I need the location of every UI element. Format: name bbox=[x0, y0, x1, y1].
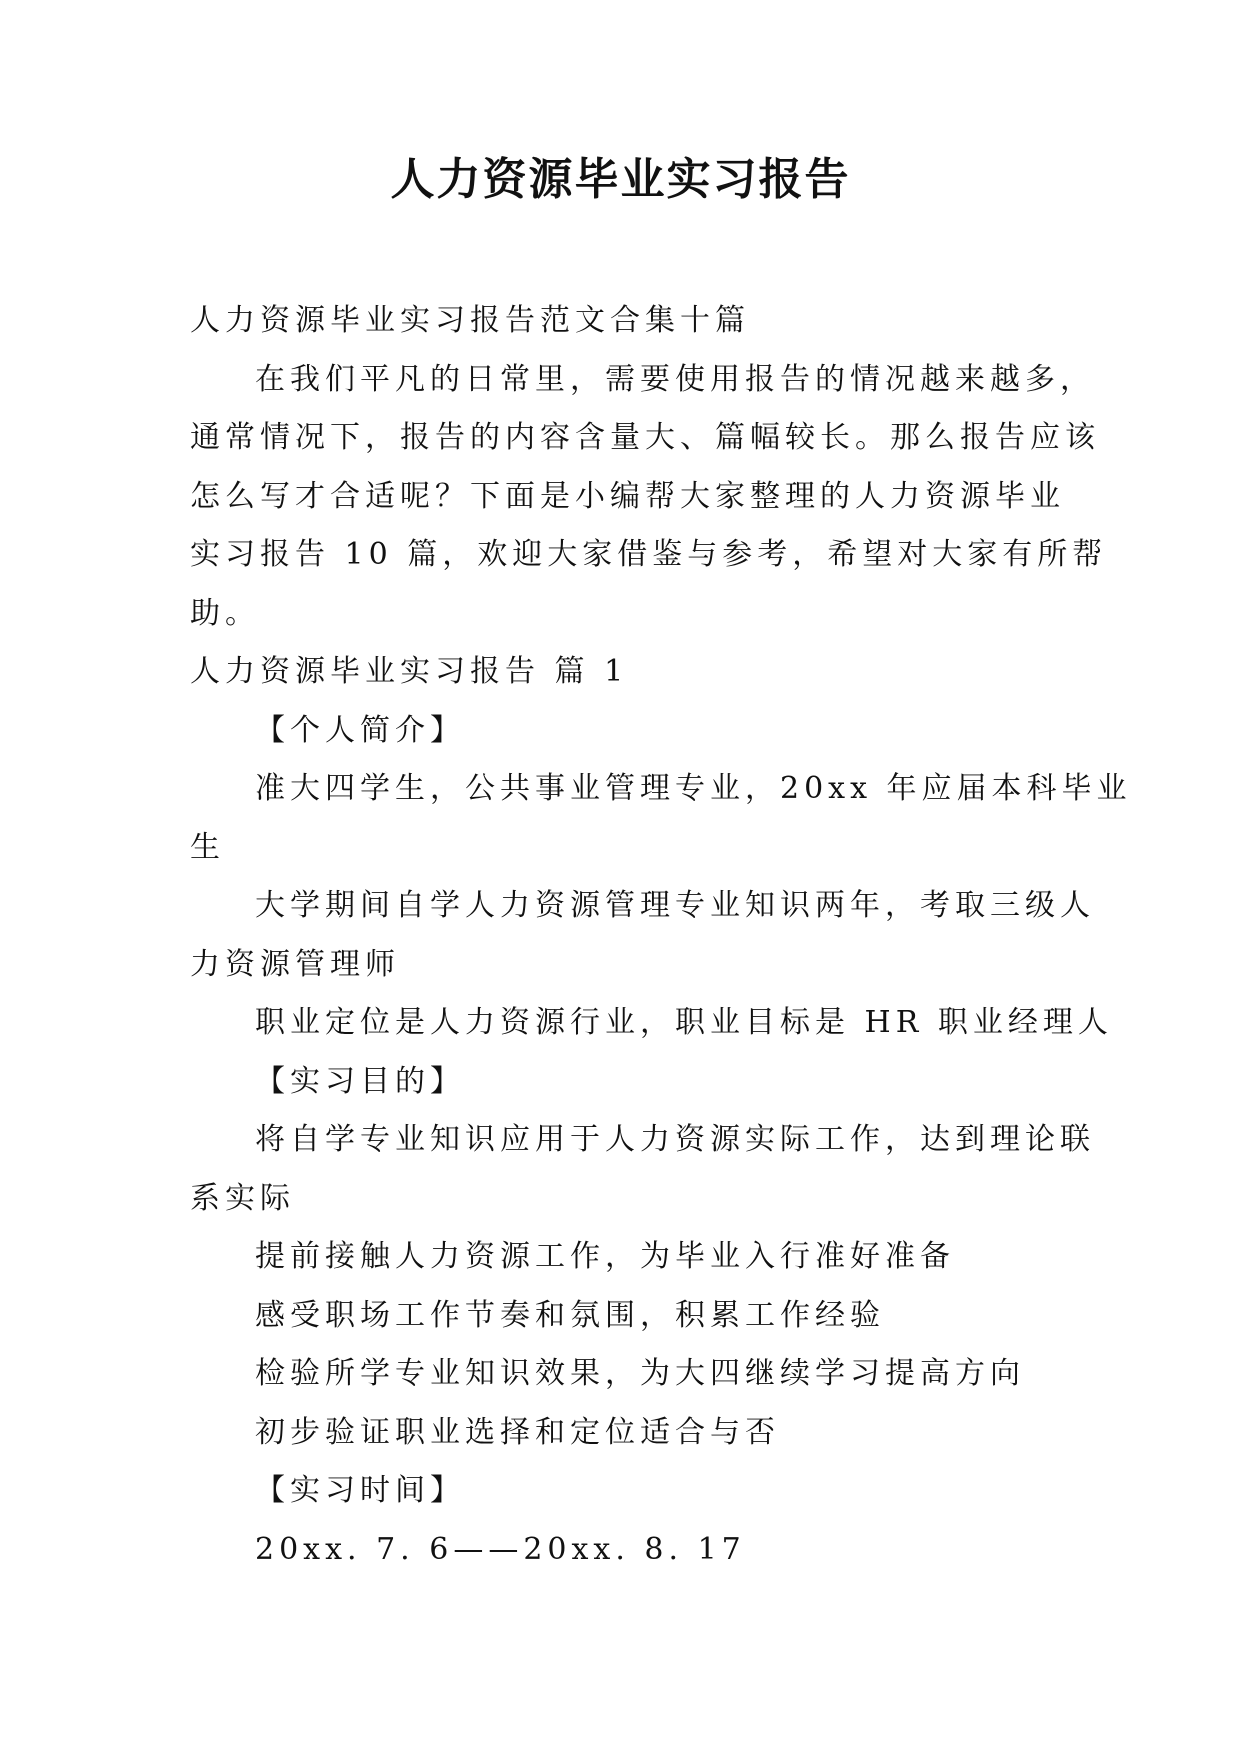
intro-line-3: 怎么写才合适呢？下面是小编帮大家整理的人力资源毕业 bbox=[190, 478, 1065, 514]
section-heading-1: 人力资源毕业实习报告 篇 1 bbox=[190, 654, 629, 689]
time-heading: 【实习时间】 bbox=[255, 1473, 465, 1508]
purpose-heading: 【实习目的】 bbox=[255, 1063, 465, 1099]
intro-line-4: 实习报告 10 篇，欢迎大家借鉴与参考，希望对大家有所帮 bbox=[190, 537, 1108, 572]
profile-item-3: 职业定位是人力资源行业，职业目标是 HR 职业经理人 bbox=[255, 1005, 1113, 1040]
intro-line-2: 通常情况下，报告的内容含量大、篇幅较长。那么报告应该 bbox=[190, 420, 1100, 455]
profile-item-1a: 准大四学生，公共事业管理专业，20xx 年应届本科毕业 bbox=[255, 771, 1132, 806]
purpose-item-4: 检验所学专业知识效果，为大四继续学习提高方向 bbox=[255, 1356, 1025, 1391]
document-subtitle: 人力资源毕业实习报告范文合集十篇 bbox=[190, 303, 750, 338]
intro-line-5: 助。 bbox=[190, 595, 260, 631]
purpose-item-3: 感受职场工作节奏和氛围，积累工作经验 bbox=[255, 1297, 885, 1333]
purpose-item-5: 初步验证职业选择和定位适合与否 bbox=[255, 1414, 780, 1450]
profile-item-1b: 生 bbox=[190, 829, 225, 865]
profile-item-2a: 大学期间自学人力资源管理专业知识两年，考取三级人 bbox=[255, 888, 1095, 923]
document-title: 人力资源毕业实习报告 bbox=[390, 154, 851, 205]
purpose-item-1b: 系实际 bbox=[190, 1180, 295, 1216]
document-body bbox=[190, 292, 1132, 1579]
time-value: 20xx. 7. 6——20xx. 8. 17 bbox=[255, 1531, 746, 1567]
purpose-item-2: 提前接触人力资源工作，为毕业入行准好准备 bbox=[255, 1239, 955, 1274]
profile-item-2b: 力资源管理师 bbox=[190, 946, 400, 982]
purpose-item-1a: 将自学专业知识应用于人力资源实际工作，达到理论联 bbox=[255, 1122, 1095, 1157]
intro-line-1: 在我们平凡的日常里，需要使用报告的情况越来越多， bbox=[255, 361, 1095, 397]
profile-heading: 【个人简介】 bbox=[255, 712, 465, 748]
